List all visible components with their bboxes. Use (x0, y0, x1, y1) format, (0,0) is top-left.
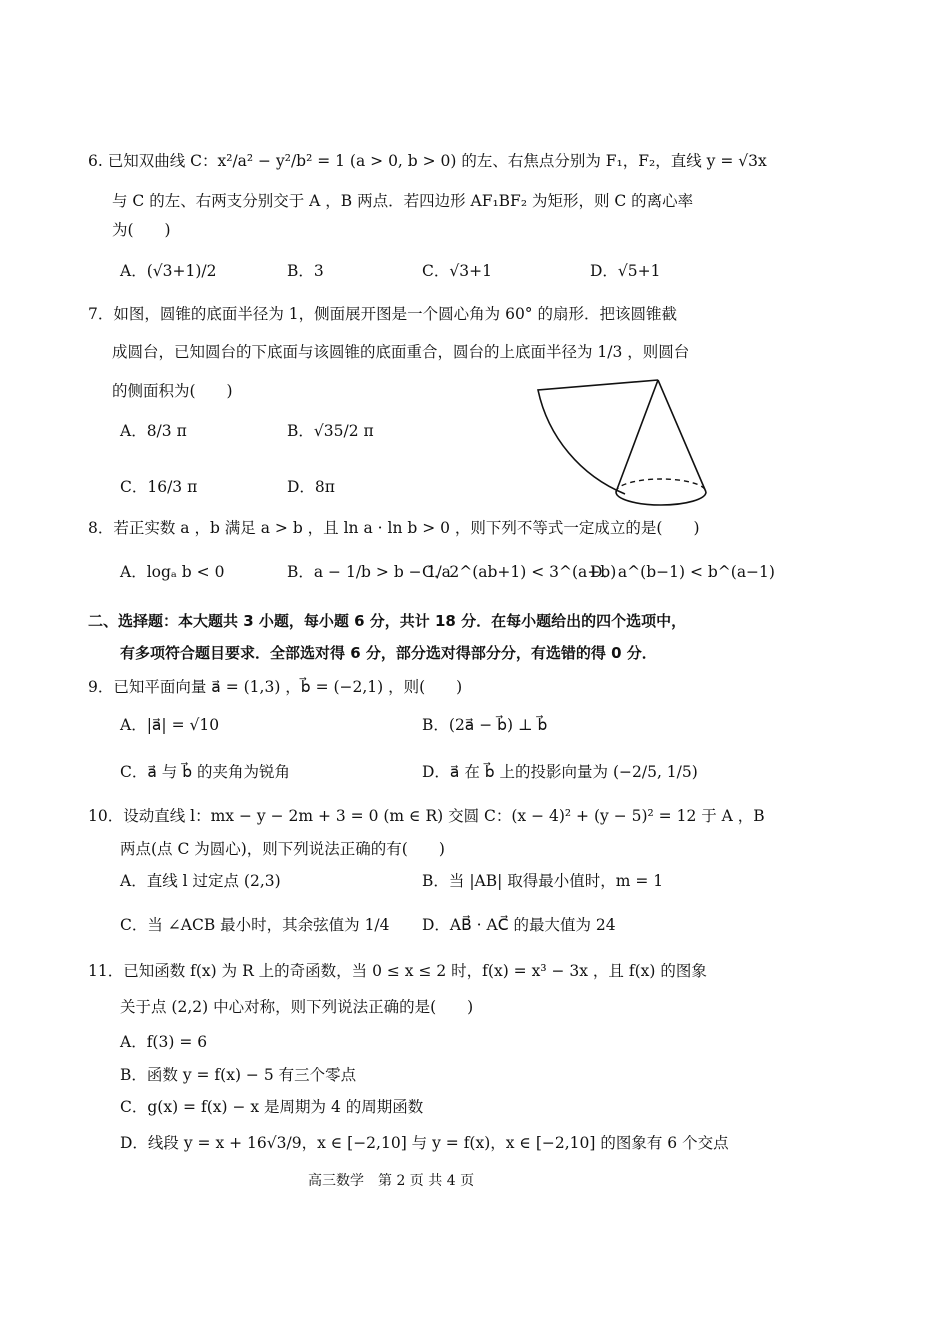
q9-line1: 9．已知平面向量 a⃗ = (1,3) ，b⃗ = (−2,1) ，则( ) (88, 678, 463, 696)
q7-option-a: A．8/3 π (120, 422, 187, 440)
page-footer: 高三数学 第 2 页 共 4 页 (308, 1173, 475, 1189)
q11-line2: 关于点 (2,2) 中心对称，则下列说法正确的是( ) (120, 998, 474, 1016)
q8-option-d: D．a^(b−1) < b^(a−1) (590, 563, 775, 581)
q6-option-d: D．√5+1 (590, 262, 661, 280)
q10-option-d: D．AB⃗ · AC⃗ 的最大值为 24 (422, 916, 616, 934)
q11-option-c: C．g(x) = f(x) − x 是周期为 4 的周期函数 (120, 1098, 424, 1116)
q7-line3: 的侧面积为( ) (112, 382, 233, 400)
q8-option-c: C．2^(ab+1) < 3^(a+b) (422, 563, 617, 581)
q11-option-b: B．函数 y = f(x) − 5 有三个零点 (120, 1066, 357, 1084)
q7-line2: 成圆台，已知圆台的下底面与该圆锥的底面重合，圆台的上底面半径为 1/3 ，则圆台 (112, 343, 690, 361)
q8-option-b: B．a − 1/b > b − 1/a (287, 563, 451, 581)
section2-heading-line1: 二、选择题：本大题共 3 小题，每小题 6 分，共计 18 分．在每小题给出的四个选项中， (88, 612, 687, 630)
q10-option-b: B．当 |AB| 取得最小值时，m = 1 (422, 872, 664, 890)
q11-line1: 11．已知函数 f(x) 为 R 上的奇函数，当 0 ≤ x ≤ 2 时，f(x) = x³ − 3x ，且 f(x) 的图象 (88, 962, 707, 980)
q6-line1: 6. 已知双曲线 C：x²/a² − y²/b² = 1 (a > 0, b > 0) 的左、右焦点分别为 F₁，F₂，直线 y = √3x (88, 152, 767, 170)
q10-line1: 10．设动直线 l：mx − y − 2m + 3 = 0 (m ∈ R) 交圆 C：(x − 4)² + (y − 5)² = 12 于 A ，B (88, 807, 765, 825)
q7-option-b: B．√35/2 π (287, 422, 374, 440)
q8-option-a: A．logₐ b < 0 (120, 563, 225, 581)
q6-line3: 为( ) (112, 221, 171, 239)
q6-option-a: A．(√3+1)/2 (120, 262, 217, 280)
cone-left-edge (616, 380, 658, 492)
q6-option-c: C．√3+1 (422, 262, 492, 280)
q11-option-a: A．f(3) = 6 (120, 1033, 208, 1051)
q9-option-b: B．(2a⃗ − b⃗) ⊥ b⃗ (422, 716, 548, 734)
q10-line2: 两点(点 C 为圆心)，则下列说法正确的有( ) (120, 840, 445, 858)
cone-sector-figure (530, 372, 720, 512)
q8-line1: 8．若正实数 a ，b 满足 a > b ，且 ln a · ln b > 0 ，则下列不等式一定成立的是( ) (88, 519, 700, 537)
q7-option-d: D．8π (287, 478, 335, 496)
q7-line1: 7．如图，圆锥的底面半径为 1，侧面展开图是一个圆心角为 60° 的扇形．把该圆锥截 (88, 305, 677, 323)
section2-heading-line2: 有多项符合题目要求．全部选对得 6 分，部分选对得部分分，有选错的得 0 分． (120, 644, 657, 662)
q10-option-a: A．直线 l 过定点 (2,3) (120, 872, 281, 890)
q11-option-d: D．线段 y = x + 16√3/9，x ∈ [−2,10] 与 y = f(x)，x ∈ [−2,10] 的图象有 6 个交点 (120, 1134, 729, 1152)
sector-outline (538, 380, 658, 494)
q9-option-a: A．|a⃗| = √10 (120, 716, 220, 734)
q9-option-c: C．a⃗ 与 b⃗ 的夹角为锐角 (120, 763, 290, 781)
cone-base-back (616, 479, 706, 492)
q9-option-d: D．a⃗ 在 b⃗ 上的投影向量为 (−2/5, 1/5) (422, 763, 698, 781)
q7-option-c: C．16/3 π (120, 478, 198, 496)
q6-line2: 与 C 的左、右两支分别交于 A ，B 两点．若四边形 AF₁BF₂ 为矩形，则 C 的离心率 (112, 192, 694, 210)
q6-option-b: B．3 (287, 262, 324, 280)
cone-base-front (616, 492, 706, 505)
cone-right-edge (658, 380, 706, 492)
q10-option-c: C．当 ∠ACB 最小时，其余弦值为 1/4 (120, 916, 390, 934)
